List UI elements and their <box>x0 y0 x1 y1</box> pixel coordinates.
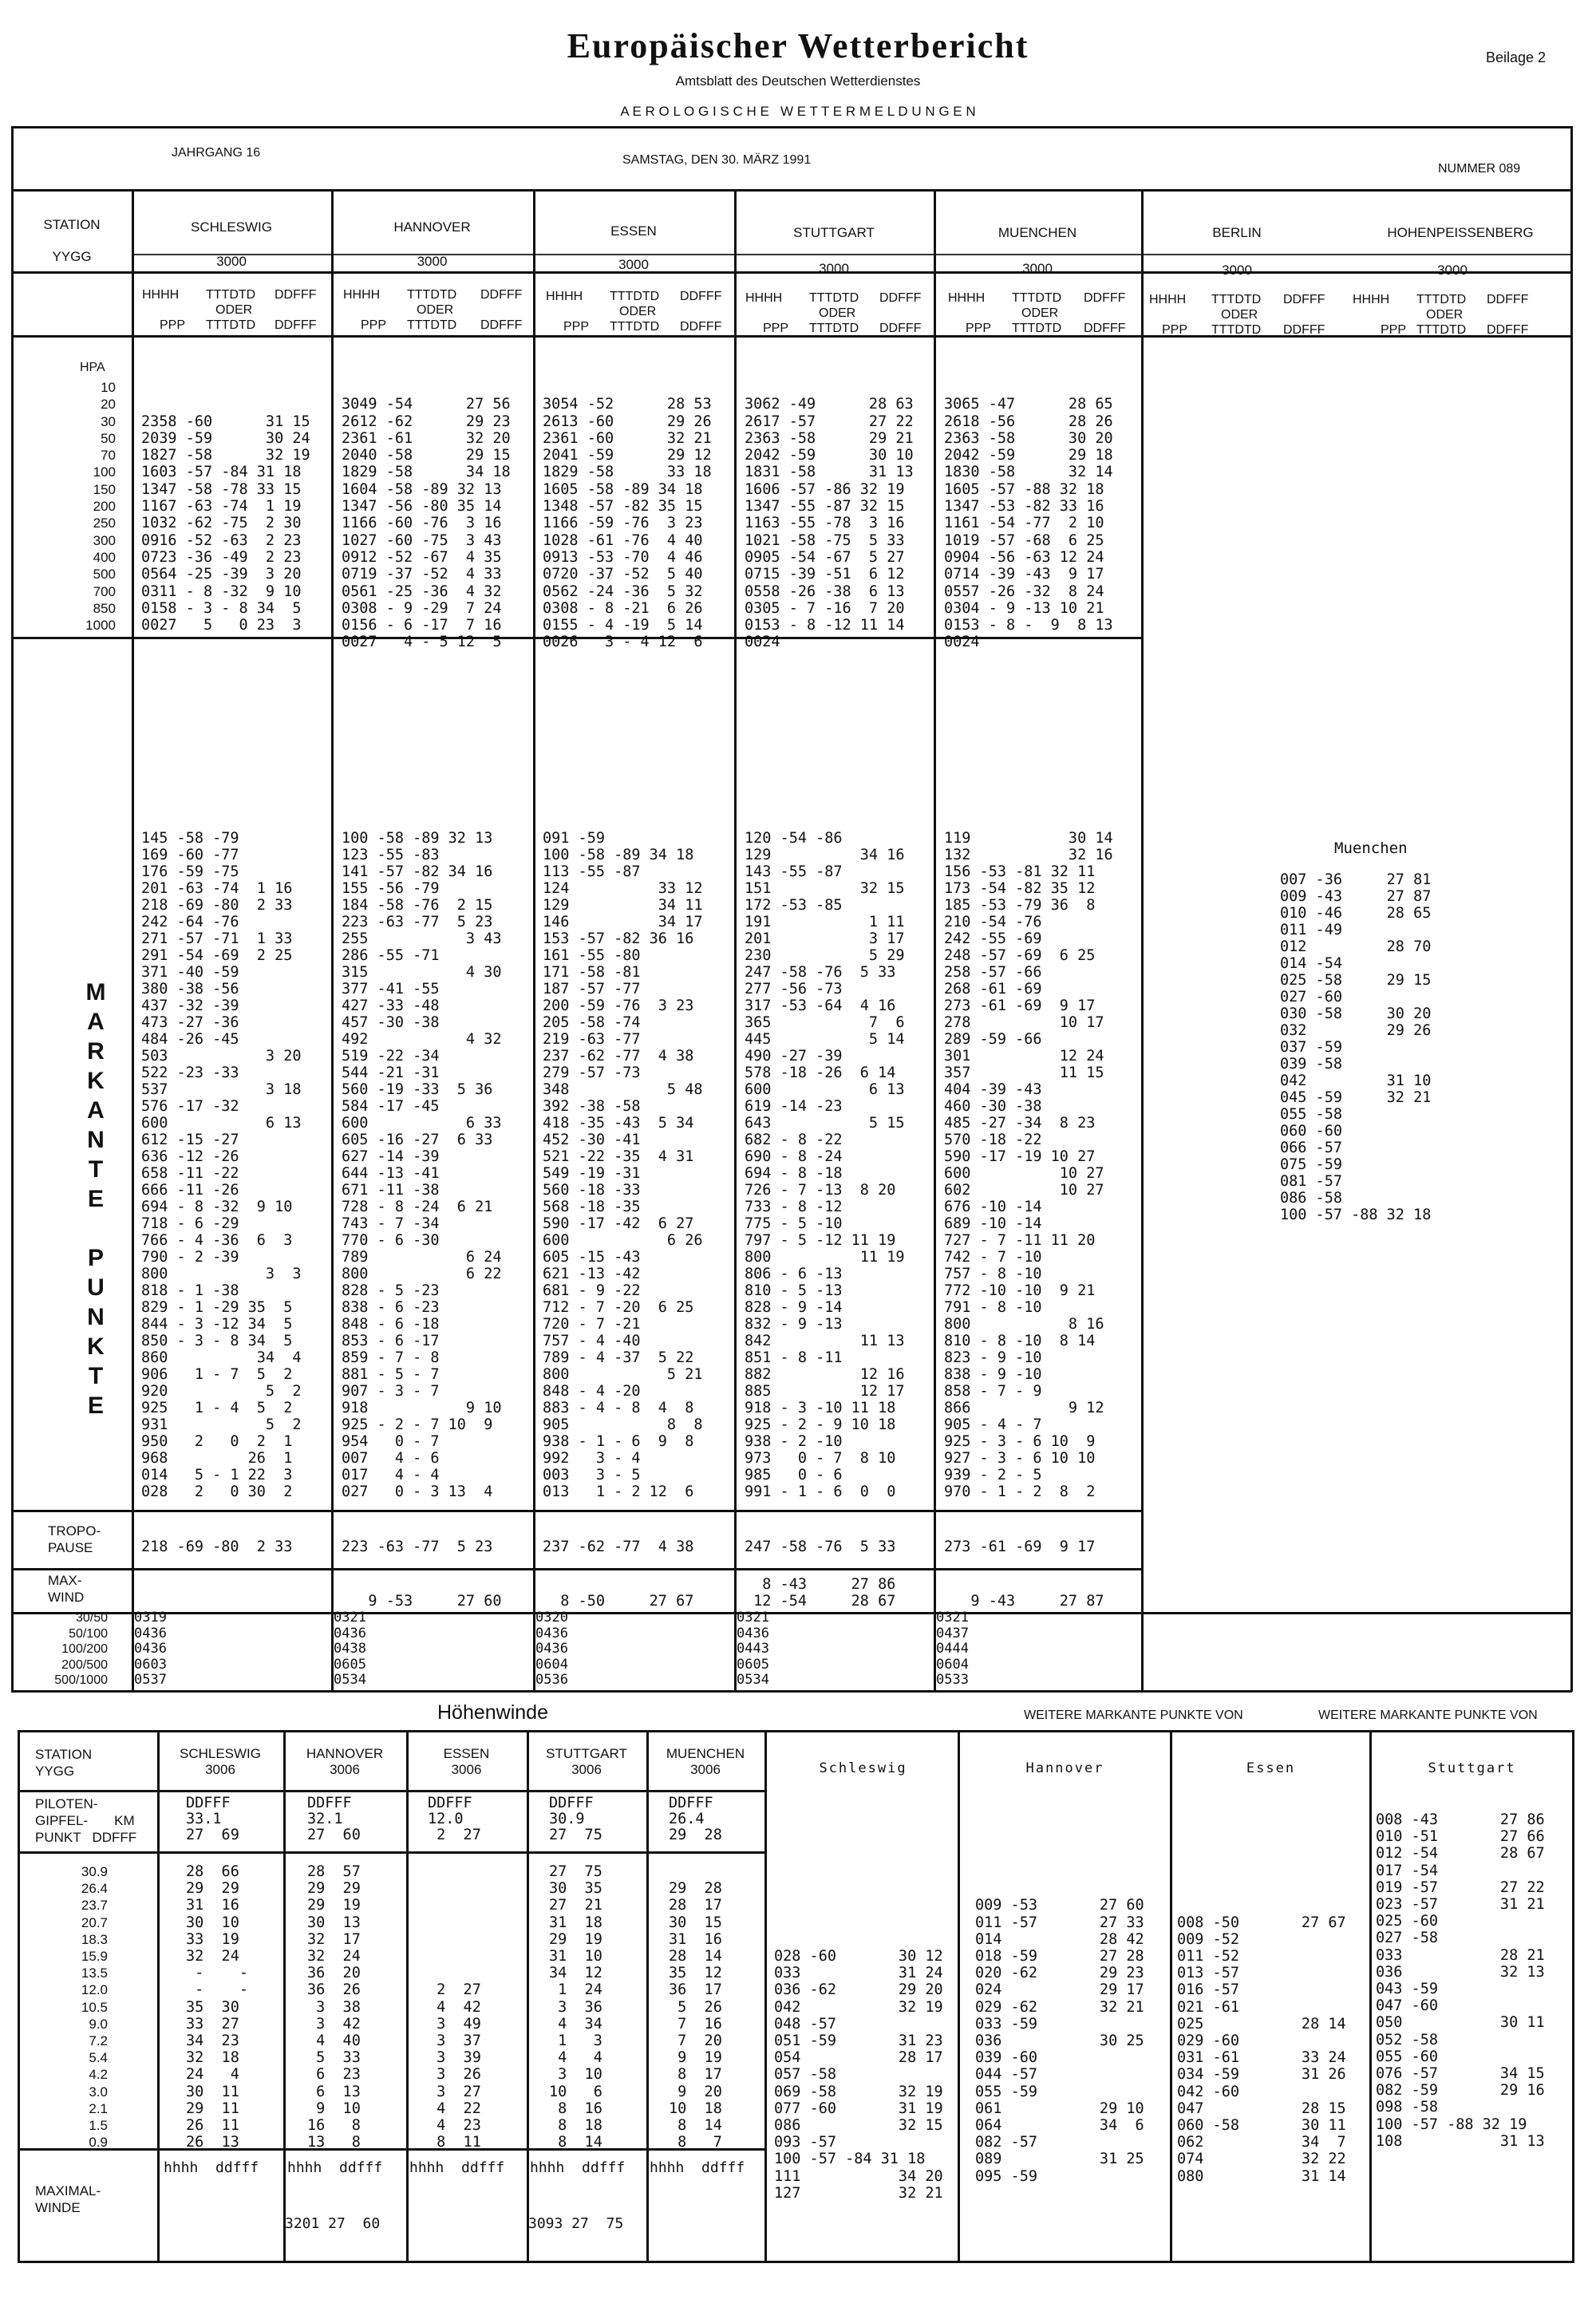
markante-punkte-label: M A R K A N T E P U N K T E <box>85 979 106 1419</box>
layer-labels: 30/50 50/100 100/200 200/500 500/1000 <box>54 1611 108 1687</box>
station-yygg: 3000 <box>618 257 649 272</box>
weitere-header-1: WEITERE MARKANTE PUNKTE VON <box>1024 1709 1243 1722</box>
tropo-stuttgart: 247 -58 -76 5 33 <box>745 1539 896 1555</box>
markante-hannover: 100 -58 -89 32 13 123 -55 -83 141 -57 -82 34 16 155 -56 -79 184 -58 -76 2 15 223 -63 -77 5 23 255 3 43 286 -55 -71 315 4 30 377 -41 -55 427 -33 -48 457 -30 -38 492 4 32 519 -22 -34 544 -21 -31 560 -19 -33 5 36 584 -17 -45 600 6 33 605 -16 -27 6 33 627 -14 -39 644 -13 -41 671 -11 -38 728 - 8 -24 6 21 743 - 7 -34 770 - 6 -30 789 6 24 800 6 22 828 - 5 -23 838 - 6 -23 848 - 6 -18 853 - 6 -17 859 - 7 - 8 881 - 5 - 7 907 - 3 - 7 918 9 10 925 - 2 - 7 10 9 954 0 - 7 007 4 - 6 017 4 - 4 027 0 - 3 13 4 <box>342 830 502 1500</box>
weitere-stuttgart-title: Stuttgart <box>1428 1760 1516 1776</box>
colhd-ddfff: DDFFF <box>680 290 722 303</box>
maxwinde-stuttgart: 3093 27 75 <box>528 2215 624 2232</box>
hpa-label: HPA <box>80 361 105 374</box>
colhd-oder: ODER <box>819 306 856 320</box>
colhd-ddfff2: DDFFF <box>480 318 523 332</box>
colhd-ttt: TTTDTD <box>1012 291 1062 305</box>
colhd-ttt: TTTDTD <box>206 288 256 302</box>
maxwind-hannover: 9 -53 27 60 <box>368 1593 502 1610</box>
layers-muenchen: 0321 0437 0444 0604 0533 <box>936 1610 969 1688</box>
station-name: HANNOVER <box>393 219 471 235</box>
colhd-ttt2: TTTDTD <box>610 320 660 334</box>
colhd-ttt2: TTTDTD <box>1416 323 1467 337</box>
weitere-stuttgart: 008 -43 27 86 010 -51 27 66 012 -54 28 67 017 -54 019 -57 27 22 023 -57 31 21 025 -60 027 -58 033 28 21 036 32 13 043 -59 047 -60 050 30 11 052 -58 055 -60 076 -57 34 15 082 -59 29 16 098 -58 100 -57 -88 32 19 108 31 13 <box>1376 1811 1545 2150</box>
colhd-ttt: TTTDTD <box>610 290 660 303</box>
colhd-ttt2: TTTDTD <box>1211 323 1262 337</box>
weitere-hannover: 009 -53 27 60 011 -57 27 33 014 28 42 018 -59 27 28 020 -62 29 23 024 29 17 029 -62 32 21 033 -59 036 30 25 039 -60 044 -57 055 -59 061 29 10 064 34 6 082 -57 089 31 25 095 -59 <box>975 1897 1144 2185</box>
colhd-oder: ODER <box>619 305 657 318</box>
std-levels-muenchen: 3065 -47 28 65 2618 -56 28 26 2363 -58 30 20 2042 -59 29 18 1830 -58 32 14 1605 -57 -88 32 18 1347 -53 -82 33 16 1161 -54 -77 2 10 1019 -57 -68 6 25 0904 -56 -63 12 24 0714 -39 -43 9 17 0557 -26 -32 8 24 0304 - 9 -13 10 21 0153 - 8 - 9 8 13 0024 <box>944 396 1113 651</box>
pilot-muenchen: DDFFF 26.4 29 28 <box>669 1795 722 1843</box>
maxwind-essen: 8 -50 27 67 <box>560 1593 694 1610</box>
colhd-oder: ODER <box>1426 308 1464 322</box>
weitere-essen-title: Essen <box>1246 1760 1296 1776</box>
colhd-ppp: PPP <box>1381 323 1407 337</box>
station-name: HANNOVER <box>306 1746 384 1761</box>
colhd-hhhh: HHHH <box>1353 293 1390 306</box>
std-levels-essen: 3054 -52 28 53 2613 -60 29 26 2361 -60 32 21 2041 -59 29 12 1829 -58 33 18 1605 -58 -89 34 18 1348 -57 -82 35 15 1166 -59 -76 3 23 1028 -61 -76 4 40 0913 -53 -70 4 46 0720 -37 -52 5 40 0562 -24 -36 5 32 0308 - 8 -21 6 26 0155 - 4 -19 5 14 0026 3 - 4 12 6 <box>543 396 712 651</box>
colhd-hhhh: HHHH <box>1149 293 1187 306</box>
maxwinde-hdr-4: hhhh ddfff <box>530 2159 626 2176</box>
colhd-hhhh: HHHH <box>343 288 381 302</box>
t2-station-hannover <box>283 1746 406 1778</box>
station-name: ESSEN <box>610 223 657 239</box>
station-yygg: 3006 <box>330 1762 360 1777</box>
pilot-label: PILOTEN- GIPFEL- KM PUNKT DDFFF <box>35 1796 137 1845</box>
station-yygg: 3000 <box>1022 261 1053 276</box>
station-name: SCHLESWIG <box>179 1746 262 1761</box>
maxwinde-label: MAXIMAL- WINDE <box>35 2183 101 2215</box>
weitere-header-2: WEITERE MARKANTE PUNKTE VON <box>1318 1709 1538 1722</box>
station-name: MUENCHEN <box>998 225 1077 240</box>
layers-schleswig: 0319 0436 0436 0603 0537 <box>134 1610 167 1688</box>
colhd-ttt: TTTDTD <box>407 288 457 302</box>
station-yygg: 3006 <box>205 1762 235 1777</box>
station-yygg: 3006 <box>451 1762 482 1777</box>
winds-hannover: 28 57 29 29 29 19 30 13 32 17 32 24 36 20 36 26 3 38 3 42 4 40 5 33 6 23 6 13 9 10 16 8 13 8 <box>307 1863 361 2151</box>
colhd-hhhh: HHHH <box>745 291 783 305</box>
colhd-ppp: PPP <box>1162 323 1188 337</box>
markante-stuttgart: 120 -54 -86 129 34 16 143 -55 -87 151 32 15 172 -53 -85 191 1 11 201 3 17 230 5 29 247 -58 -76 5 33 277 -56 -73 317 -53 -64 4 16 365 7 6 445 5 14 490 -27 -39 578 -18 -26 6 14 600 6 13 619 -14 -23 643 5 15 682 - 8 -22 690 - 8 -24 694 - 8 -18 726 - 7 -13 8 20 733 - 8 -12 775 - 5 -10 797 - 5 -12 11 19 800 11 19 806 - 6 -13 810 - 5 -13 828 - 9 -14 832 - 9 -13 842 11 13 851 - 8 -11 882 12 16 885 12 17 918 - 3 -10 11 18 925 - 2 - 9 10 18 938 - 2 -10 973 0 - 7 8 10 985 0 - 6 991 - 1 - 6 0 0 <box>745 830 905 1500</box>
tropopause-label: TROPO- PAUSE <box>48 1523 101 1555</box>
colhd-oder: ODER <box>215 303 253 317</box>
station-name: HOHENPEISSENBERG <box>1387 225 1534 240</box>
maxwind-stuttgart: 8 -43 27 86 12 -54 28 67 <box>753 1576 896 1610</box>
report-subtitle: Amtsblatt des Deutschen Wetterdienstes <box>675 73 921 89</box>
muenchen-extra-title: Muenchen <box>1334 839 1408 857</box>
muenchen-extra-points: 007 -36 27 81 009 -43 27 87 010 -46 28 65 011 -49 012 28 70 014 -54 025 -58 29 15 027 -60 030 -58 30 20 032 29 26 037 -59 039 -58 042 31 10 045 -59 32 21 055 -58 060 -60 066 -57 075 -59 081 -57 086 -58 100 -57 -88 32 18 <box>1280 871 1432 1223</box>
yygg-label: YYGG <box>52 249 92 264</box>
maxwind-muenchen: 9 -43 27 87 <box>970 1593 1104 1610</box>
layers-essen: 0320 0436 0436 0604 0536 <box>535 1610 568 1688</box>
weitere-essen: 008 -50 27 67 009 -52 011 -52 013 -57 016 -57 021 -61 025 28 14 029 -60 031 -61 33 24 034 -59 31 26 042 -60 047 28 15 060 -58 30 11 062 34 7 074 32 22 080 31 14 <box>1177 1914 1346 2185</box>
t2-station-label: STATION YYGG <box>35 1747 93 1779</box>
station-yygg: 3000 <box>216 254 247 269</box>
colhd-ddfff: DDFFF <box>1283 293 1325 306</box>
weitere-hannover-title: Hannover <box>1025 1760 1104 1776</box>
station-yygg: 3000 <box>1222 263 1252 278</box>
tropo-essen: 237 -62 -77 4 38 <box>543 1539 694 1555</box>
colhd-ttt: TTTDTD <box>1211 293 1262 306</box>
layers-stuttgart: 0321 0436 0443 0605 0534 <box>737 1610 769 1688</box>
beilage-label: Beilage 2 <box>1486 49 1547 65</box>
maxwinde-hdr-1: hhhh ddfff <box>164 2159 259 2176</box>
std-levels-hannover: 3049 -54 27 56 2612 -62 29 23 2361 -61 32 20 2040 -58 29 15 1829 -58 34 18 1604 -58 -89 32 13 1347 -56 -80 35 14 1166 -60 -76 3 16 1027 -60 -75 3 43 0912 -52 -67 4 35 0719 -37 -52 4 33 0561 -25 -36 4 32 0308 - 9 -29 7 24 0156 - 6 -17 7 16 0027 4 - 5 12 5 <box>342 396 511 651</box>
std-levels-stuttgart: 3062 -49 28 63 2617 -57 27 22 2363 -58 29 21 2042 -59 30 10 1831 -58 31 13 1606 -57 -86 32 19 1347 -55 -87 32 15 1163 -55 -78 3 16 1021 -58 -75 5 33 0905 -54 -67 5 27 0715 -39 -51 6 12 0558 -26 -38 6 13 0305 - 7 -16 7 20 0153 - 8 -12 11 14 0024 <box>745 396 914 651</box>
jahrgang-label: JAHRGANG 16 <box>172 146 261 160</box>
weitere-schleswig: 028 -60 30 12 033 31 24 036 -62 29 20 042 32 19 048 -57 051 -59 31 23 054 28 17 057 -58 069 -58 32 19 077 -60 31 19 086 32 15 093 -57 100 -57 -84 31 18 111 34 20 127 32 21 <box>774 1948 943 2202</box>
pilot-stuttgart: DDFFF 30.9 27 75 <box>549 1795 602 1843</box>
station-name: ESSEN <box>443 1746 490 1761</box>
station-name: STUTTGART <box>546 1746 627 1761</box>
t2-station-stuttgart <box>527 1746 646 1778</box>
colhd-ppp: PPP <box>160 318 186 332</box>
date-label: SAMSTAG, DEN 30. MÄRZ 1991 <box>622 153 812 167</box>
tropo-schleswig: 218 -69 -80 2 33 <box>141 1539 293 1555</box>
colhd-ddfff: DDFFF <box>1084 291 1126 305</box>
report-section: A E R O L O G I S C H E W E T T E R M E L D U N G E N <box>620 104 976 119</box>
winds-schleswig: 28 66 29 29 31 16 30 10 33 19 32 24 - - - - 35 30 33 27 34 23 32 18 24 4 30 11 29 11 26 11 26 13 <box>186 1863 248 2151</box>
colhd-ttt2: TTTDTD <box>1012 322 1062 335</box>
station-name: BERLIN <box>1212 225 1262 240</box>
markante-schleswig: 145 -58 -79 169 -60 -77 176 -59 -75 201 -63 -74 1 16 218 -69 -80 2 33 242 -64 -76 271 -57 -71 1 33 291 -54 -69 2 25 371 -40 -59 380 -38 -56 437 -32 -39 473 -27 -36 484 -26 -45 503 3 20 522 -23 -33 537 3 18 576 -17 -32 600 6 13 612 -15 -27 636 -12 -26 658 -11 -22 666 -11 -26 694 - 8 -32 9 10 718 - 6 -29 766 - 4 -36 6 3 790 - 2 -39 800 3 3 818 - 1 -38 829 - 1 -29 35 5 844 - 3 -12 34 5 850 - 3 - 8 34 5 860 34 4 906 1 - 7 5 2 920 5 2 925 1 - 4 5 2 931 5 2 950 2 0 2 1 968 26 1 014 5 - 1 22 3 028 2 0 30 2 <box>141 830 302 1500</box>
winds-muenchen: 29 28 28 17 30 15 31 16 28 14 35 12 36 17 5 26 7 16 7 20 9 19 8 17 9 20 10 18 8 14 8 7 <box>669 1880 722 2151</box>
station-yygg: 3006 <box>571 1762 602 1777</box>
weitere-schleswig-title: Schleswig <box>819 1760 907 1776</box>
station-label: STATION <box>43 217 101 232</box>
t2-station-muenchen <box>646 1746 764 1778</box>
colhd-oder: ODER <box>417 303 454 317</box>
colhd-ddfff2: DDFFF <box>1084 322 1126 335</box>
colhd-ddfff2: DDFFF <box>1283 323 1325 337</box>
tropo-muenchen: 273 -61 -69 9 17 <box>944 1539 1096 1555</box>
maxwinde-hdr-5: hhhh ddfff <box>650 2159 745 2176</box>
pilot-schleswig: DDFFF 33.1 27 69 <box>186 1795 239 1843</box>
km-levels: 30.9 26.4 23.7 20.7 18.3 15.9 13.5 12.0 10.5 9.0 7.2 5.4 4.2 3.0 2.1 1.5 0.9 <box>81 1864 108 2151</box>
station-yygg: 3000 <box>1437 263 1468 278</box>
colhd-oder: ODER <box>1221 308 1258 322</box>
colhd-ddfff: DDFFF <box>879 291 922 305</box>
colhd-ddfff2: DDFFF <box>275 318 317 332</box>
colhd-ttt2: TTTDTD <box>206 318 256 332</box>
maxwinde-hdr-3: hhhh ddfff <box>409 2159 505 2176</box>
colhd-ddfff: DDFFF <box>1487 293 1529 306</box>
colhd-hhhh: HHHH <box>546 290 583 303</box>
colhd-ttt: TTTDTD <box>809 291 859 305</box>
tropo-hannover: 223 -63 -77 5 23 <box>342 1539 493 1555</box>
colhd-ppp: PPP <box>966 322 992 335</box>
winds-essen: 2 27 4 42 3 49 3 37 3 39 3 26 3 27 4 22 4 23 8 11 <box>437 1981 481 2151</box>
colhd-hhhh: HHHH <box>948 291 986 305</box>
maxwinde-hdr-2: hhhh ddfff <box>287 2159 383 2176</box>
t2-station-essen <box>406 1746 527 1778</box>
station-yygg: 3000 <box>819 261 849 276</box>
station-name: STUTTGART <box>793 225 875 240</box>
colhd-ddfff2: DDFFF <box>1487 323 1529 337</box>
pilot-hannover: DDFFF 32.1 27 60 <box>307 1795 361 1843</box>
colhd-ppp: PPP <box>763 322 789 335</box>
colhd-ppp: PPP <box>361 318 387 332</box>
station-yygg: 3006 <box>690 1762 721 1777</box>
colhd-oder: ODER <box>1021 306 1059 320</box>
colhd-ddfff: DDFFF <box>480 288 523 302</box>
colhd-ttt2: TTTDTD <box>407 318 457 332</box>
markante-essen: 091 -59 100 -58 -89 34 18 113 -55 -87 124 33 12 129 34 11 146 34 17 153 -57 -82 36 16 161 -55 -80 171 -58 -81 187 -57 -77 200 -59 -76 3 23 205 -58 -74 219 -63 -77 237 -62 -77 4 38 279 -57 -73 348 5 48 392 -38 -58 418 -35 -43 5 34 452 -30 -41 521 -22 -35 4 31 549 -19 -31 560 -18 -33 568 -18 -35 590 -17 -42 6 27 600 6 26 605 -15 -43 621 -13 -42 681 - 9 -22 712 - 7 -20 6 25 720 - 7 -21 757 - 4 -40 789 - 4 -37 5 22 800 5 21 848 - 4 -20 883 - 4 - 8 4 8 905 8 8 938 - 1 - 6 9 8 992 3 - 4 003 3 - 5 013 1 - 2 12 6 <box>543 830 703 1500</box>
colhd-ttt2: TTTDTD <box>809 322 859 335</box>
hpa-levels: 10 20 30 50 70 100 150 200 250 300 400 500 700 850 1000 <box>85 380 116 634</box>
winds-stuttgart: 27 75 30 35 27 21 31 18 29 19 31 10 34 12 1 24 3 36 4 34 1 3 4 4 3 10 10 6 8 16 8 18 8 14 <box>549 1863 602 2151</box>
maxwinde-hannover: 3201 27 60 <box>285 2215 381 2232</box>
station-name: SCHLESWIG <box>190 219 273 235</box>
report-title: Europäischer Wetterbericht <box>567 26 1029 65</box>
nummer-label: NUMMER 089 <box>1438 162 1521 176</box>
colhd-ppp: PPP <box>563 320 590 334</box>
maxwind-label: MAX- WIND <box>48 1573 85 1605</box>
markante-muenchen: 119 30 14 132 32 16 156 -53 -81 32 11 173 -54 -82 35 12 185 -53 -79 36 8 210 -54 -76 242 -55 -69 248 -57 -69 6 25 258 -57 -66 268 -61 -69 273 -61 -69 9 17 278 10 17 289 -59 -66 301 12 24 357 11 15 404 -39 -43 460 -30 -38 485 -27 -34 8 23 570 -18 -22 590 -17 -19 10 27 600 10 27 602 10 27 676 -10 -14 689 -10 -14 727 - 7 -11 11 20 742 - 7 -10 757 - 8 -10 772 -10 -10 9 21 791 - 8 -10 800 8 16 810 - 8 -10 8 14 823 - 9 -10 838 - 9 -10 858 - 7 - 9 866 9 12 905 - 4 - 7 925 - 3 - 6 10 9 927 - 3 - 6 10 10 939 - 2 - 5 970 - 1 - 2 8 2 <box>944 830 1113 1500</box>
colhd-ddfff2: DDFFF <box>680 320 722 334</box>
colhd-ttt: TTTDTD <box>1416 293 1467 306</box>
colhd-hhhh: HHHH <box>142 288 180 302</box>
pilot-essen: DDFFF 12.0 2 27 <box>428 1795 481 1843</box>
station-yygg: 3000 <box>417 254 448 269</box>
hoehenwinde-title: Höhenwinde <box>437 1701 548 1724</box>
station-name: MUENCHEN <box>666 1746 745 1761</box>
std-levels-schleswig: 2358 -60 31 15 2039 -59 30 24 1827 -58 32 19 1603 -57 -84 31 18 1347 -58 -78 33 15 1167 -63 -74 1 19 1032 -62 -75 2 30 0916 -52 -63 2 23 0723 -36 -49 2 23 0564 -25 -39 3 20 0311 - 8 -32 9 10 0158 - 3 - 8 34 5 0027 5 0 23 3 <box>141 413 310 634</box>
colhd-ddfff2: DDFFF <box>879 322 922 335</box>
colhd-ddfff: DDFFF <box>275 288 317 302</box>
layers-hannover: 0321 0436 0438 0605 0534 <box>334 1610 366 1688</box>
t2-station-schleswig <box>157 1746 283 1778</box>
